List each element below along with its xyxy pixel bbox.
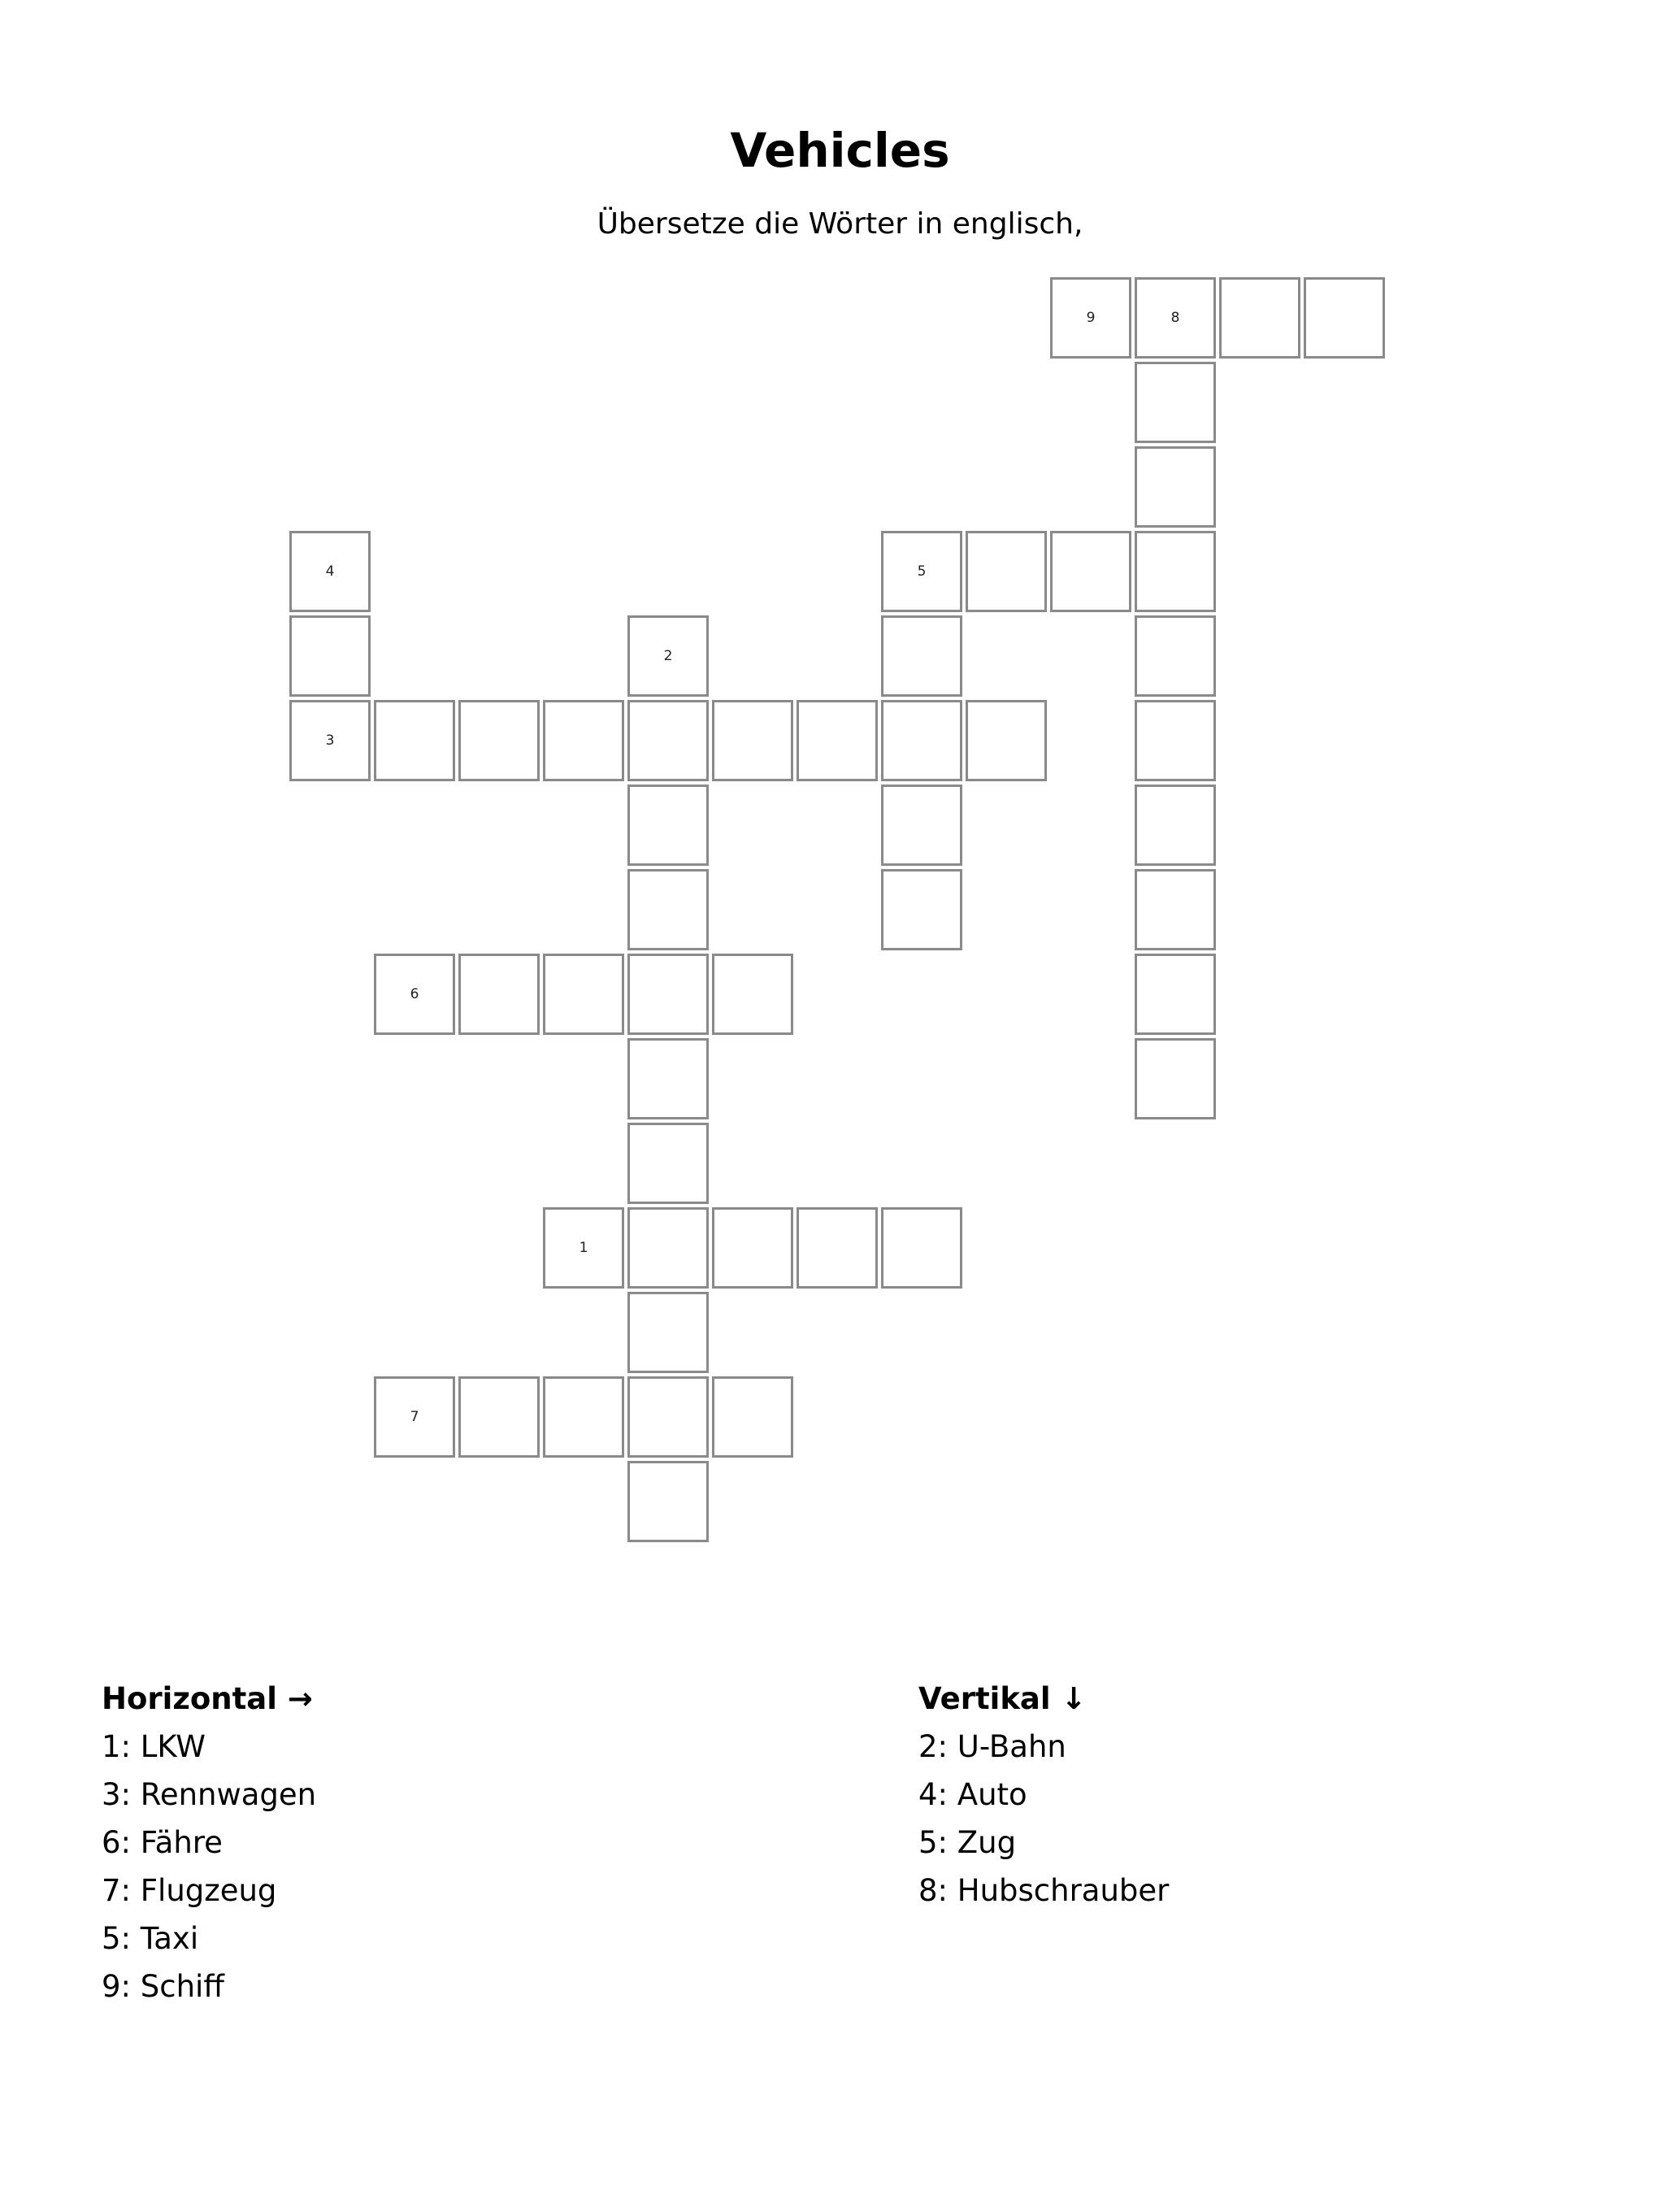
clues-vertical [918, 1675, 1169, 1915]
crossword-cell[interactable] [1135, 446, 1216, 528]
clue-item: 7: Flugzeug [102, 1873, 277, 1908]
clue-number: 3 [325, 732, 335, 749]
crossword-cell[interactable] [627, 785, 709, 866]
crossword-cell[interactable] [1135, 785, 1216, 866]
crossword-cell[interactable] [627, 1038, 709, 1119]
crossword-cell-9[interactable] [1050, 277, 1131, 359]
crossword-cell[interactable] [627, 1123, 709, 1204]
crossword-cell[interactable] [1050, 531, 1131, 612]
crossword-cell[interactable] [627, 1292, 709, 1373]
crossword-cell[interactable] [627, 1461, 709, 1542]
crossword-cell[interactable] [374, 700, 455, 781]
crossword-cell[interactable] [881, 615, 962, 697]
crossword-cell[interactable] [797, 1207, 878, 1289]
crossword-cell[interactable] [1135, 362, 1216, 443]
clue-item: 8: Hubschrauber [918, 1873, 1170, 1908]
crossword-cell[interactable] [458, 1376, 540, 1458]
crossword-cell[interactable] [712, 954, 793, 1035]
clue-number: 2 [663, 648, 673, 664]
clue-number: 1 [579, 1240, 588, 1256]
clue-item: 5: Zug [918, 1825, 1017, 1860]
crossword-cell-4[interactable] [289, 531, 371, 612]
crossword-cell[interactable] [543, 700, 624, 781]
clue-item: 2: U-Bahn [918, 1729, 1066, 1764]
clue-number: 8 [1170, 310, 1180, 326]
crossword-cell[interactable] [627, 954, 709, 1035]
crossword-cell[interactable] [1135, 1038, 1216, 1119]
crossword-cell[interactable] [881, 785, 962, 866]
clue-number: 7 [410, 1409, 419, 1425]
crossword-cell[interactable] [712, 700, 793, 781]
crossword-cell[interactable] [458, 700, 540, 781]
clue-item: 3: Rennwagen [102, 1777, 317, 1812]
crossword-cell[interactable] [966, 700, 1047, 781]
clues-horizontal-heading: Horizontal → [102, 1681, 313, 1716]
clue-number: 5 [917, 563, 927, 580]
clue-number: 9 [1086, 310, 1096, 326]
crossword-cell[interactable] [1219, 277, 1300, 359]
crossword-cell[interactable] [712, 1207, 793, 1289]
crossword-cell[interactable] [458, 954, 540, 1035]
crossword-cell-1[interactable] [543, 1207, 624, 1289]
clues-vertical-heading: Vertikal ↓ [918, 1681, 1087, 1716]
crossword-cell-5[interactable] [881, 531, 962, 612]
crossword-cell[interactable] [881, 700, 962, 781]
crossword-cell[interactable] [627, 700, 709, 781]
crossword-cell[interactable] [1135, 615, 1216, 697]
page-title: Vehicles [730, 123, 950, 178]
crossword-cell[interactable] [1135, 954, 1216, 1035]
crossword-cell[interactable] [543, 1376, 624, 1458]
crossword-cell[interactable] [712, 1376, 793, 1458]
crossword-cell[interactable] [627, 1207, 709, 1289]
crossword-cell[interactable] [543, 954, 624, 1035]
crossword-cell-6[interactable] [374, 954, 455, 1035]
crossword-cell[interactable] [1135, 869, 1216, 950]
crossword-cell-2[interactable] [627, 615, 709, 697]
clue-item: 5: Taxi [102, 1921, 199, 1956]
crossword-cell[interactable] [881, 869, 962, 950]
crossword-cell[interactable] [966, 531, 1047, 612]
clue-number: 4 [325, 563, 335, 580]
crossword-cell[interactable] [881, 1207, 962, 1289]
clue-item: 4: Auto [918, 1777, 1027, 1812]
crossword-cell[interactable] [797, 700, 878, 781]
crossword-cell[interactable] [1135, 700, 1216, 781]
crossword-cell[interactable] [627, 869, 709, 950]
clue-item: 6: Fähre [102, 1825, 223, 1860]
crossword-cell-7[interactable] [374, 1376, 455, 1458]
instructions: Übersetze die Wörter in englisch, [597, 207, 1083, 241]
crossword-cell[interactable] [289, 615, 371, 697]
clue-number: 6 [410, 986, 419, 1002]
crossword-cell-8[interactable] [1135, 277, 1216, 359]
crossword-cell[interactable] [1135, 531, 1216, 612]
crossword-cell-3[interactable] [289, 700, 371, 781]
clue-item: 9: Schiff [102, 1969, 224, 2004]
crossword-cell[interactable] [1304, 277, 1385, 359]
crossword-cell[interactable] [627, 1376, 709, 1458]
clues-horizontal [102, 1675, 316, 2010]
clue-item: 1: LKW [102, 1729, 206, 1764]
